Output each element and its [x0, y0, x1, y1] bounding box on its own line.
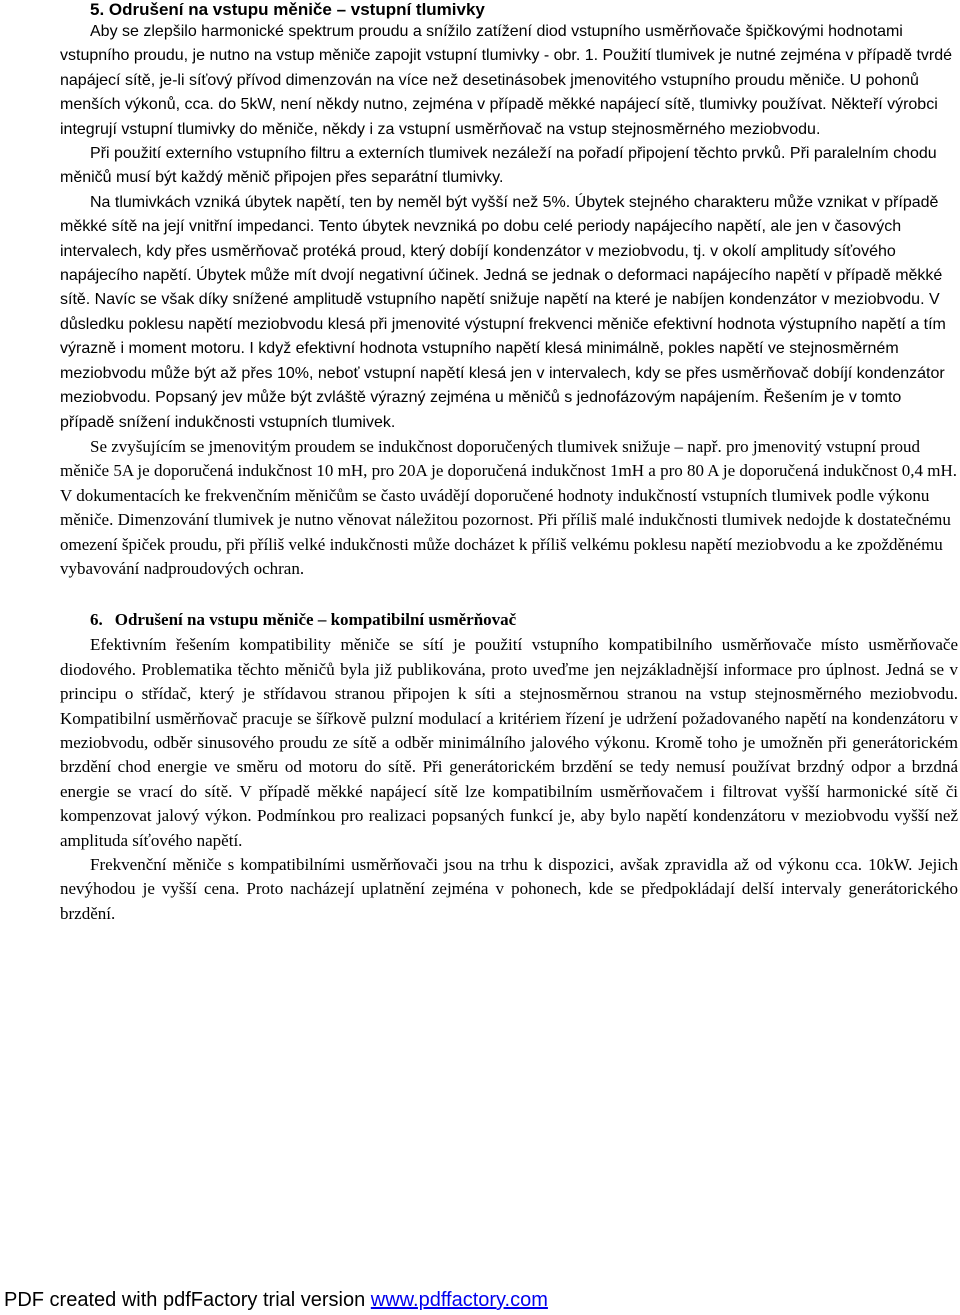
- section-5-paragraph-4: Se zvyšujícím se jmenovitým proudem se indukčnost doporučených tlumivek snižuje – např. pro jmenovitý vstupní proud měniče 5A je doporučená indukčnost 10 mH, pro 20A je doporučená indukčnost 1mH a pro 80 A je doporučená indukčnost 0,4 mH. V dokumentacích ke frekvenčním měničům se často uvádějí doporučené hodnoty indukčností vstupních tlumivek podle výkonu měniče. Dimenzování tlumivek je nutno věnovat náležitou pozornost. Při příliš malé indukčnosti tlumivek nedojde k dostatečnému omezení špiček proudu, při příliš velké indukčnosti může docházet k příliš velkému poklesu napětí meziobvodu a ke zpožděnému vybavování nadproudových ochran.: [60, 436, 958, 578]
- section-6-title: Odrušení na vstupu měniče – kompatibilní usměrňovač: [114, 610, 517, 630]
- footer-text: PDF created with pdfFactory trial version: [4, 1289, 371, 1311]
- section-6-heading: [60, 607, 958, 633]
- document-body: [60, 0, 958, 926]
- section-5-paragraph-2: Při použití externího vstupního filtru a externích tlumivek nezáleží na pořadí připojení těchto prvků. Při paralelním chodu měničů musí být každý měnič připojen přes separátní tlumivky.: [60, 145, 937, 187]
- footer-link[interactable]: www.pdffactory.com: [370, 1289, 548, 1311]
- section-6-paragraph-2: Frekvenční měniče s kompatibilními usměrňovači jsou na trhu k dispozici, avšak zpravidla až od výkonu cca. 10kW. Jejich nevýhodou je vyšší cena. Proto nacházejí uplatnění zejména v pohonech, kde se předpokládají delší intervaly generátorického brzdění.: [60, 855, 958, 923]
- section-5-paragraph-1: Aby se zlepšilo harmonické spektrum proudu a snížilo zatížení diod vstupního usměrňovače špičkovými hodnotami vstupního proudu, je nutno na vstup měniče zapojit vstupní tlumivky - obr. 1. Použití tlumivek je nutné zejména v případě tvrdé napájecí sítě, je-li síťový přívod dimenzován na více než desetinásobek jmenovitého vstupního proudu měniče. U pohonů menších výkonů, cca. do 5kW, není někdy nutno, zejména v případě měkké napájecí sítě, tlumivky používat. Někteří výrobci integrují vstupní tlumivky do měniče, někdy i za vstupní usměrňovač na vstup stejnosměrného meziobvodu.: [60, 23, 953, 138]
- section-5-heading: 5. Odrušení na vstupu měniče – vstupní tlumivky: [90, 0, 485, 19]
- section-6-number: 6.: [90, 610, 103, 630]
- section-5-paragraph-3: Na tlumivkách vzniká úbytek napětí, ten by neměl být vyšší než 5%. Úbytek stejného charakteru může vznikat v případě měkké sítě na její vnitřní impedanci. Tento úbytek nevzniká po dobu celé periody napájecího napětí, ale jen v časových intervalech, kdy přes usměrňovač protéká proud, který dobíjí kondenzátor v meziobvodu, tj. v okolí amplitudy síťového napájecího napětí. Úbytek může mít dvojí negativní účinek. Jedná se jednak o deformaci napájecího napětí v případě měkké sítě. Navíc se však díky snížené amplitudě vstupního napětí snižuje napětí na které je nabíjen kondenzátor v meziobvodu. V důsledku poklesu napětí meziobvodu klesá při jmenovité výstupní frekvenci měniče efektivní hodnota výstupního napětí a tím výrazně i moment motoru. I když efektivní hodnota vstupního napětí klesá minimálně, pokles napětí ve stejnosměrném meziobvodu může být až přes 10%, neboť vstupní napětí klesá jen v intervalech, kdy se přes usměrňovač dobíjí kondenzátor meziobvodu. Popsaný jev může být zvláště výrazný zejména u měničů s jednofázovým napájením. Řešením je v tomto případě snížení indukčnosti vstupních tlumivek.: [60, 193, 946, 431]
- pdf-footer: [4, 1288, 548, 1312]
- section-6-paragraph-1: Efektivním řešením kompatibility měniče se sítí je použití vstupního kompatibilního usměrňovače místo usměrňovače diodového. Problematika těchto měničů byla již publikována, proto uveďme jen nejzákladnější informace pro úplnost. Jedná se v principu o střídač, který je střídavou stranou připojen k síti a stejnosměrnou stranou na vstup stejnosměrného meziobvodu. Kompatibilní usměrňovač pracuje se šířkově pulzní modulací a kritériem řízení je udržení požadovaného napětí na kondenzátoru v meziobvodu, odběr sinusového proudu ze sítě a odběr minimálního jalového výkonu. Kromě toho je umožněn při generátorickém brzdění chod energie ve směru od motoru do sítě. Při generátorickém brzdění se tedy nemusí používat brzdný odpor a brzdná energie se vrací do sítě. V případě měkké napájecí sítě lze kompatibilním usměrňovačem i filtrovat vyšší harmonické sítě či kompenzovat jalový výkon. Podmínkou pro realizaci popsaných funkcí je, aby bylo napětí kondenzátoru v meziobvodu vyšší než amplituda síťového napětí.: [60, 635, 958, 850]
